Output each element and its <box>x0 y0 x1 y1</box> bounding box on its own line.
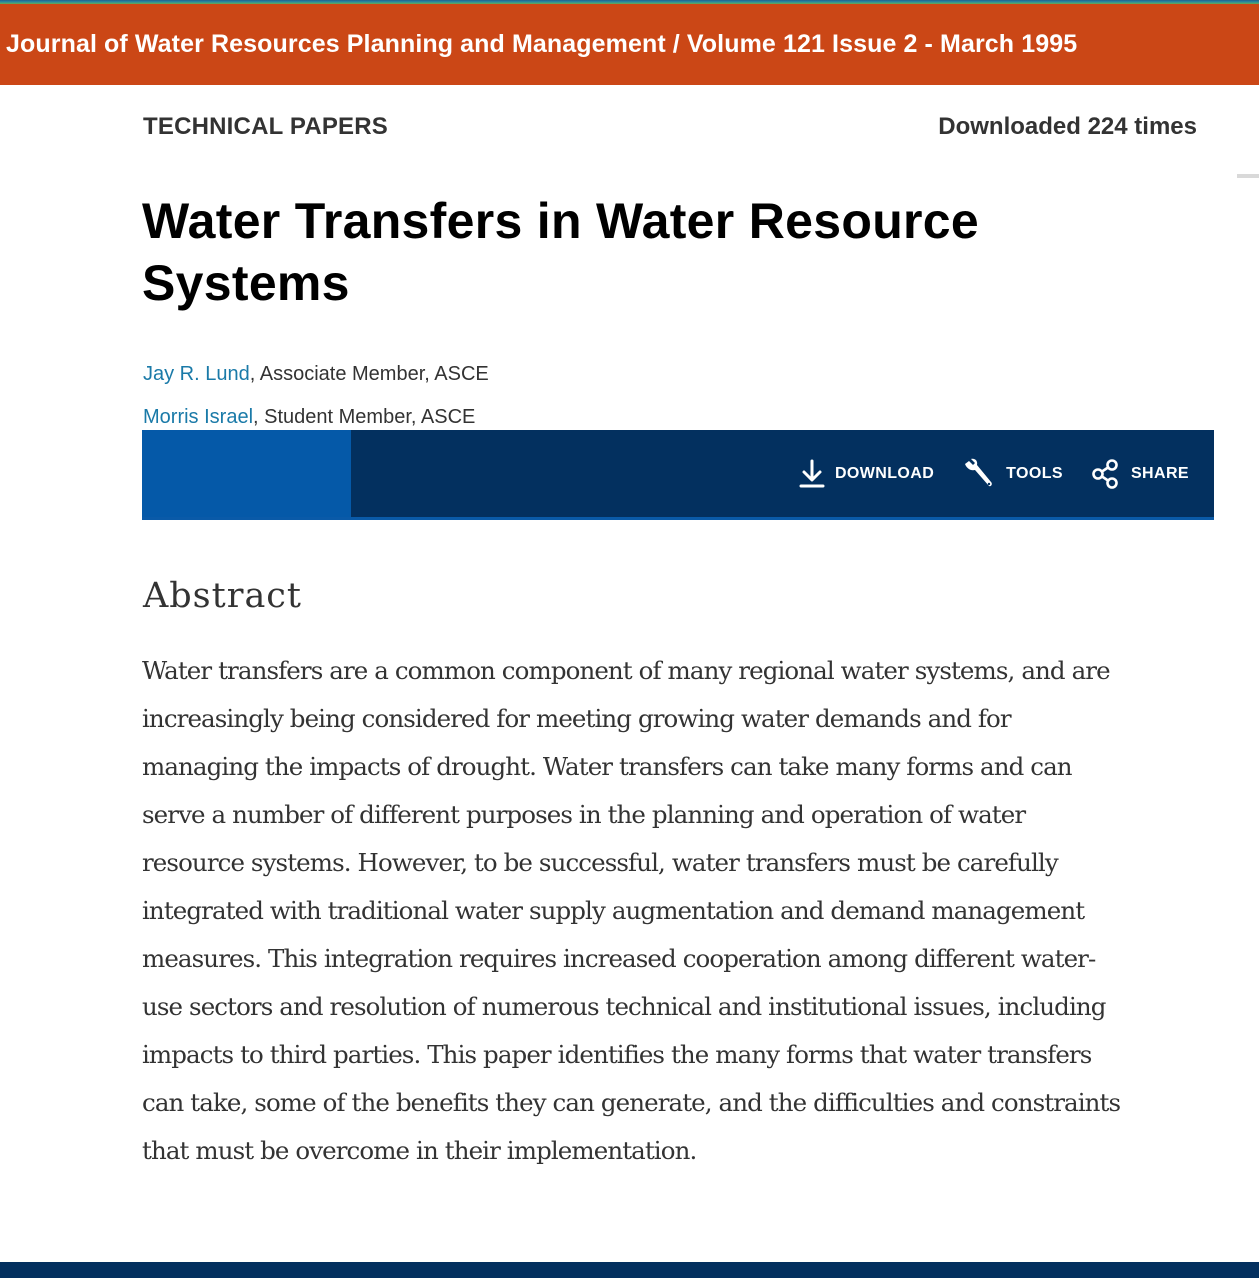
article-section-label: TECHNICAL PAPERS <box>143 113 389 140</box>
tools-label: TOOLS <box>1006 464 1063 482</box>
journal-title-link[interactable]: Journal of Water Resources Planning and Management / Volume 121 Issue 2 - March 1995 <box>6 30 1078 58</box>
action-bar-accent <box>142 430 351 517</box>
author-affiliation: , Associate Member, ASCE <box>249 363 489 385</box>
abstract-line: can take, some of the benefits they can generate, and the difficulties and constraints <box>142 1088 1121 1117</box>
journal-banner <box>0 4 1259 85</box>
article-title: Water Transfers in Water Resource Systems <box>142 193 980 311</box>
author-link[interactable]: Morris Israel <box>143 406 254 428</box>
scroll-indicator[interactable] <box>1237 174 1259 178</box>
tools-button[interactable] <box>962 458 1063 490</box>
wrench-icon <box>962 458 1006 490</box>
article-action-bar <box>142 430 1214 520</box>
abstract-line: Water transfers are a common component of many regional water systems, and are <box>142 656 1110 685</box>
abstract-line: measures. This integration requires increased cooperation among different water- <box>142 944 1096 973</box>
share-button[interactable] <box>1091 459 1189 489</box>
author-entry <box>143 353 489 396</box>
abstract-line: resource systems. However, to be successful, water transfers must be carefully <box>142 848 1058 877</box>
share-icon <box>1091 459 1131 489</box>
abstract-heading: Abstract <box>143 576 302 616</box>
abstract-line: managing the impacts of drought. Water transfers can take many forms and can <box>142 752 1072 781</box>
download-label: DOWNLOAD <box>834 464 935 482</box>
download-count: Downloaded 224 times <box>938 113 1197 140</box>
abstract-text <box>142 647 1217 1175</box>
share-label: SHARE <box>1130 464 1189 482</box>
download-button[interactable] <box>799 459 934 489</box>
author-list <box>143 353 489 439</box>
abstract-line: that must be overcome in their implementation. <box>142 1136 697 1165</box>
footer-bar <box>0 1262 1259 1278</box>
download-icon <box>799 459 835 489</box>
author-affiliation: , Student Member, ASCE <box>253 406 476 428</box>
abstract-line: impacts to third parties. This paper identifies the many forms that water transfers <box>142 1040 1092 1069</box>
abstract-line: integrated with traditional water supply augmentation and demand management <box>142 896 1085 925</box>
action-buttons <box>351 430 1214 517</box>
abstract-line: use sectors and resolution of numerous technical and institutional issues, including <box>142 992 1106 1021</box>
abstract-line: increasingly being considered for meeting growing water demands and for <box>142 704 1011 733</box>
abstract-line: serve a number of different purposes in the planning and operation of water <box>142 800 1026 829</box>
author-link[interactable]: Jay R. Lund <box>143 363 250 385</box>
